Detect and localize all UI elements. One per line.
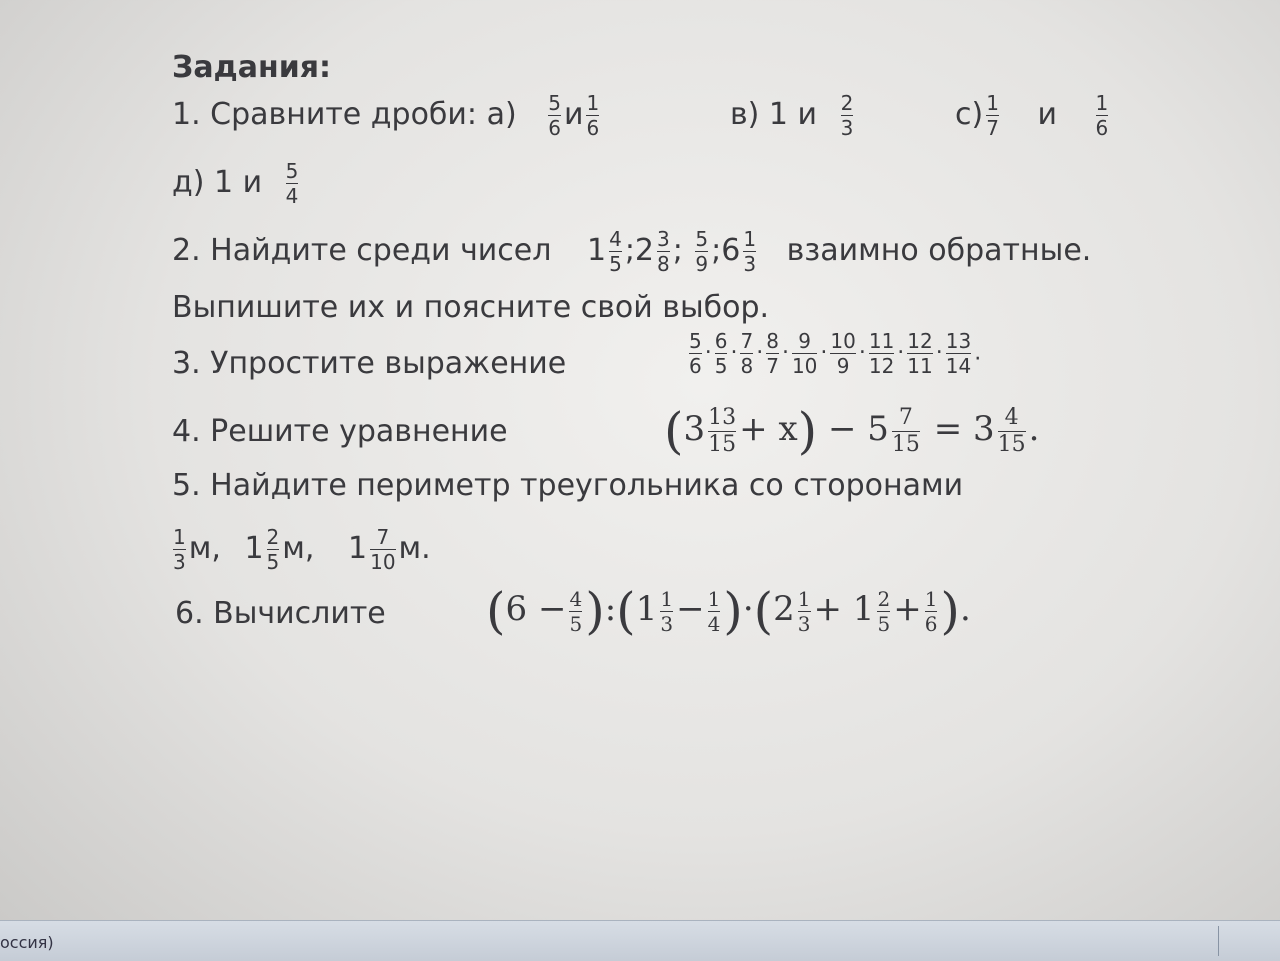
task-1-lead: 1. Сравните дроби: а) [172, 97, 517, 132]
number-2: 2 $\frac{3}{8}$ ; [634, 227, 683, 276]
fraction: $\frac{5}{6}$ [689, 329, 702, 378]
fraction: $\frac{13}{14}$ [945, 329, 972, 378]
fraction: $\frac{12}{11}$ [907, 329, 933, 378]
fraction: $\frac{1}{6}$ [924, 586, 938, 636]
number-4: 6 $\frac{1}{3}$ [721, 227, 757, 276]
task-2-line2: Выпишите их и поясните свой выбор. [172, 290, 770, 325]
fraction: $\frac{9}{10}$ [791, 329, 818, 378]
number-3: $\frac{5}{9}$ ; [695, 227, 722, 276]
fraction: $\frac{1}{7}$ [986, 91, 999, 140]
fraction: $\frac{10}{9}$ [830, 329, 856, 378]
conj: и [1037, 97, 1057, 132]
taskbar-language[interactable]: оссия) [0, 933, 54, 952]
task-3-lead: 3. Упростите выражение [172, 346, 567, 381]
task-3-expression: $\frac{5}{6}$ · $\frac{6}{5}$ · $\frac{7}{8}$ · $\frac{8}{7}$ · $\frac{9}{10}$ · $\frac{10}{9}$ · $\frac{11}{12}$ · $\frac{12}{11}$ · $\frac{13}{14}$ . [689, 329, 982, 378]
fraction: $\frac{13}{15}$ [708, 404, 737, 457]
fraction: $\frac{7}{15}$ [891, 404, 920, 457]
fraction: $\frac{5}{4}$ [285, 159, 299, 208]
task-2 [172, 228, 1091, 275]
task-1-d [172, 160, 301, 207]
taskbar [0, 920, 1280, 961]
fraction: $\frac{1}{6}$ [1095, 91, 1109, 140]
task-1-d-label: д) 1 и [172, 165, 263, 200]
task-1-b-label: в) 1 и [730, 97, 818, 132]
task-1 [172, 92, 602, 139]
task-1-c-label: с) [955, 97, 984, 132]
number-1: 1 $\frac{4}{5}$ ; [586, 227, 635, 276]
fraction: $\frac{2}{5}$ [877, 586, 891, 636]
task-1-c [955, 92, 1111, 139]
task-4-equation: (3 $\frac{13}{15}$ + x) − 5 $\frac{7}{15}$ = 3 $\frac{4}{15}$ . [664, 402, 1040, 460]
taskbar-divider [1218, 926, 1219, 956]
task-4-lead: 4. Решите уравнение [172, 414, 508, 449]
task-1-b [730, 92, 856, 139]
task-6-lead: 6. Вычислите [175, 596, 386, 631]
fraction: $\frac{1}{3}$ [797, 586, 811, 636]
task-5-lead: 5. Найдите периметр треугольника со сторонами [172, 468, 964, 503]
task-6-expression: (6 − $\frac{4}{5}$ ):(1 $\frac{1}{3}$ − $\frac{1}{4}$ )·(2 $\frac{1}{3}$ + 1 $\frac{2}{5}$ + $\frac{1}{6}$ ). [486, 582, 971, 640]
side-2: 1 $\frac{2}{5}$ м, [244, 525, 315, 574]
fraction: $\frac{4}{15}$ [997, 404, 1026, 457]
fraction: $\frac{1}{3}$ [660, 586, 674, 636]
conj: и [563, 97, 584, 132]
fraction: $\frac{7}{8}$ [740, 329, 754, 378]
fraction: $\frac{6}{5}$ [714, 329, 728, 378]
fraction: $\frac{5}{6}$ [548, 91, 561, 140]
title: Задания: [172, 50, 332, 85]
fraction: $\frac{4}{5}$ [569, 586, 583, 636]
side-3: 1 $\frac{7}{10}$ м. [348, 525, 431, 574]
side-1: $\frac{1}{3}$ м, [173, 525, 221, 574]
fraction: $\frac{2}{3}$ [840, 91, 854, 140]
fraction: $\frac{11}{12}$ [868, 329, 895, 378]
task-2-tail: взаимно обратные. [786, 233, 1092, 268]
task-2-lead: 2. Найдите среди чисел [172, 233, 552, 268]
fraction: $\frac{8}{7}$ [766, 329, 779, 378]
fraction: $\frac{1}{4}$ [707, 586, 721, 636]
fraction: $\frac{1}{6}$ [586, 91, 600, 140]
task-5-sides [170, 526, 431, 573]
